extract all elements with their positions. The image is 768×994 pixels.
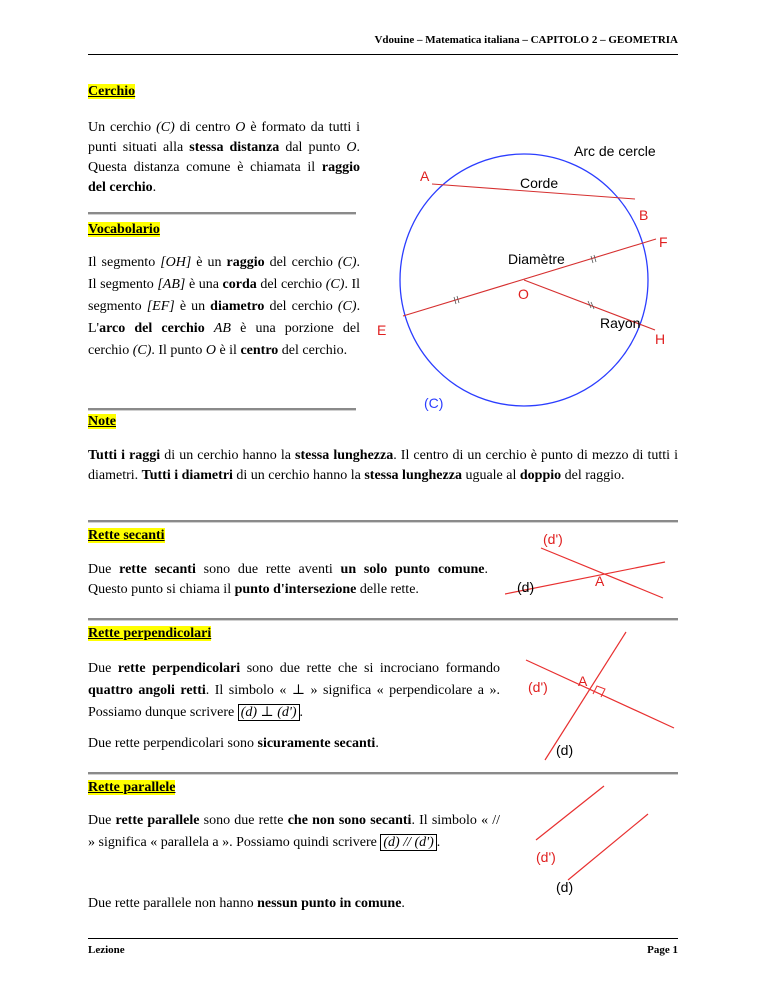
parallele-paragraph: Due rette parallele sono due rette che non sono secanti. Il simbolo « // » significa « parallela a ». Possiamo quindi scrivere (d) // (d') . xyxy=(88,813,501,850)
line-d xyxy=(568,814,648,880)
page-header: Vdouine – Matematica italiana – CAPITOLO 2 – GEOMETRIA xyxy=(374,34,678,46)
perpendicolari-title: Rette perpendicolari xyxy=(88,626,212,641)
section-title-parallele xyxy=(88,780,175,796)
secanti-figure xyxy=(505,528,675,608)
cerchio-paragraph: Un cerchio (C) di centro O è formato da tutti i punti situati alla stessa distanza dal punto O. Questa distanza comune è chiamata il raggio del cerchio. xyxy=(88,120,361,195)
label-d: (d) xyxy=(556,879,574,895)
separator xyxy=(88,212,356,215)
page-number: Page 1 xyxy=(647,944,678,956)
line-dprime xyxy=(526,660,674,728)
secanti-title: Rette secanti xyxy=(88,528,165,543)
perpendicolari-figure xyxy=(520,628,680,763)
section-title-cerchio xyxy=(88,84,135,100)
perpendicolari-paragraph: Due rette perpendicolari sono due rette che si incrociano formando quattro angoli retti. Il simbolo « ⊥ » significa « perpendicolare a ». Possiamo dunque scrivere (d) ⊥ (d') . xyxy=(88,661,501,720)
line-d xyxy=(545,632,626,760)
label-a: A xyxy=(595,573,605,589)
parallele-title: Rette parallele xyxy=(88,780,176,795)
parallele-paragraph-2: Due rette parallele non hanno nessun punto in comune. xyxy=(88,896,405,911)
label-a: A xyxy=(578,673,588,689)
perpendicolari-paragraph-2: Due rette perpendicolari sono sicuramente secanti. xyxy=(88,736,379,751)
separator xyxy=(88,520,678,523)
vocabolario-paragraph: Il segmento [OH] è un raggio del cerchio (C). Il segmento [AB] è una corda del cerchio (C). Il segmento [EF] è un diametro del cerchio (C). L'arco del cerchio AB è una porzione del cerchio (C). Il punto O è il centro del cerchio. xyxy=(88,255,361,358)
point-f-label: F xyxy=(659,234,668,250)
label-d: (d) xyxy=(517,579,535,595)
separator xyxy=(88,772,678,775)
header-rule xyxy=(88,54,678,55)
arc-label: Arc de cercle xyxy=(574,143,656,159)
vocabolario-title: Vocabolario xyxy=(88,222,160,237)
diametre-label: Diamètre xyxy=(508,251,565,267)
separator xyxy=(88,408,356,411)
point-a-label: A xyxy=(420,168,430,184)
label-d: (d) xyxy=(556,742,574,758)
section-title-secanti xyxy=(88,528,165,544)
label-dprime: (d') xyxy=(536,849,556,865)
circle-figure xyxy=(372,138,682,418)
footer-rule xyxy=(88,938,678,939)
parallele-figure xyxy=(528,782,678,902)
point-e-label: E xyxy=(377,322,387,338)
label-dprime: (d') xyxy=(543,531,563,547)
separator xyxy=(88,618,678,621)
section-title-note xyxy=(88,414,116,430)
footer-left: Lezione xyxy=(88,944,125,956)
note-paragraph: Tutti i raggi di un cerchio hanno la stessa lunghezza. Il centro di un cerchio è punto di mezzo di tutti i diametri. Tutti i diametri di un cerchio hanno la stessa lunghezza uguale al doppio del raggio. xyxy=(88,448,679,483)
line-dprime xyxy=(536,786,604,840)
point-o-label: O xyxy=(518,286,529,302)
section-title-perpendicolari xyxy=(88,626,211,642)
cerchio-title: Cerchio xyxy=(88,84,136,99)
rayon-label: Rayon xyxy=(600,315,641,331)
label-dprime: (d') xyxy=(528,679,548,695)
perpendicular-expression: (d) ⊥ (d') xyxy=(238,704,300,721)
section-title-vocabolario xyxy=(88,222,160,238)
parallel-expression: (d) // (d') xyxy=(380,834,436,851)
circle-name-label: (C) xyxy=(424,395,444,411)
secanti-paragraph: Due rette secanti sono due rette aventi un solo punto comune. Questo punto si chiama il punto d'intersezione delle rette. xyxy=(88,562,489,597)
point-h-label: H xyxy=(655,331,666,347)
note-title: Note xyxy=(88,414,116,429)
corde-label: Corde xyxy=(520,175,559,191)
point-b-label: B xyxy=(639,207,649,223)
